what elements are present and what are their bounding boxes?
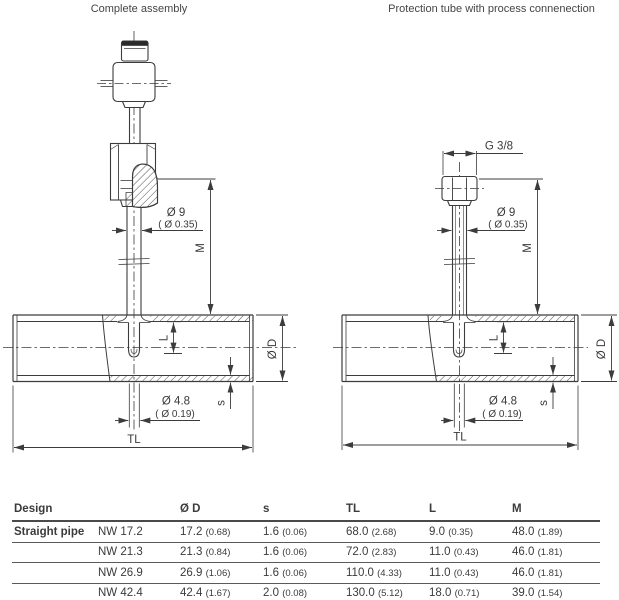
left-drawing-title: Complete assembly <box>90 3 188 15</box>
cell-tl: 68.0 (2.68) <box>346 525 397 538</box>
cell-m: 39.0 (1.54) <box>512 587 563 600</box>
dim-label-d48-inch-right: ( Ø 0.19) <box>482 409 522 420</box>
header-tl: TL <box>346 502 361 515</box>
cell-design: Straight pipe <box>14 525 85 538</box>
header-m: M <box>512 502 522 515</box>
right-drawing-title: Protection tube with process connenection <box>388 3 595 15</box>
cell-dd: 21.3 (0.84) <box>180 546 231 559</box>
dim-label-l-left: L <box>158 334 171 342</box>
cell-m: 46.0 (1.81) <box>512 566 563 579</box>
cell-tl: 110.0 (4.33) <box>346 566 402 579</box>
dim-label-dd-left: Ø D <box>267 338 279 360</box>
table-row <box>12 563 600 584</box>
cell-nw: NW 42.4 <box>98 587 143 600</box>
cell-tl: 130.0 (5.12) <box>346 587 403 600</box>
dim-label-d9-left: Ø 9 <box>166 207 186 219</box>
cell-tl: 72.0 (2.83) <box>346 546 397 559</box>
dim-label-g-thread: G 3/8 <box>484 140 514 153</box>
cell-dd: 42.4 (1.67) <box>180 587 231 600</box>
header-dd: Ø D <box>180 502 201 515</box>
table-row <box>12 584 600 600</box>
cell-s: 1.6 (0.06) <box>263 546 308 559</box>
pipe-section <box>342 315 578 382</box>
dim-label-d9-right: Ø 9 <box>496 207 516 219</box>
dim-label-l-right: L <box>488 334 501 342</box>
dim-label-d48-right: Ø 4.8 <box>488 395 518 408</box>
table-header-row <box>12 497 600 522</box>
dim-label-d9-inch-right: ( Ø 0.35) <box>488 219 528 231</box>
cell-nw: NW 26.9 <box>98 566 143 579</box>
cell-l: 9.0 (0.35) <box>429 525 474 538</box>
header-design: Design <box>14 502 53 515</box>
table-row <box>12 522 600 543</box>
table-row <box>12 543 600 564</box>
cell-l: 11.0 (0.43) <box>429 566 479 579</box>
dim-label-m-right: M <box>522 243 534 253</box>
dimension-table <box>12 497 600 600</box>
cell-s: 1.6 (0.06) <box>263 566 308 579</box>
cell-dd: 26.9 (1.06) <box>180 566 231 579</box>
neck-tube <box>130 108 141 144</box>
connection-head <box>97 41 171 108</box>
dim-label-tl-right: TL <box>453 431 467 444</box>
dim-label-s-left: s <box>215 400 228 406</box>
header-l: L <box>429 502 437 515</box>
thread-hex-cap <box>435 177 484 206</box>
dim-label-tl-left: TL <box>127 434 141 446</box>
pipe-section <box>13 315 253 382</box>
cell-nw: NW 21.3 <box>98 546 143 559</box>
cell-s: 1.6 (0.06) <box>263 525 308 538</box>
dim-label-s-right: s <box>538 400 550 406</box>
dim-label-d9-inch-left: ( Ø 0.35) <box>158 219 198 231</box>
dim-label-d48-inch-left: ( Ø 0.19) <box>155 409 195 420</box>
cell-nw: NW 17.2 <box>98 525 143 538</box>
left-drawing <box>3 31 296 453</box>
cell-s: 2.0 (0.08) <box>263 587 308 600</box>
cell-m: 46.0 (1.81) <box>512 546 563 559</box>
right-drawing <box>333 141 617 451</box>
cell-l: 18.0 (0.71) <box>429 587 480 600</box>
dim-label-d48-left: Ø 4.8 <box>161 395 191 408</box>
cell-dd: 17.2 (0.68) <box>180 525 231 538</box>
left-dimensions <box>13 179 288 453</box>
right-dimensions <box>342 141 617 451</box>
header-s: s <box>263 502 270 515</box>
cell-l: 11.0 (0.43) <box>429 546 479 559</box>
dim-label-dd-right: Ø D <box>596 338 608 360</box>
cell-m: 48.0 (1.89) <box>512 525 563 538</box>
dim-label-m-left: M <box>195 243 207 253</box>
